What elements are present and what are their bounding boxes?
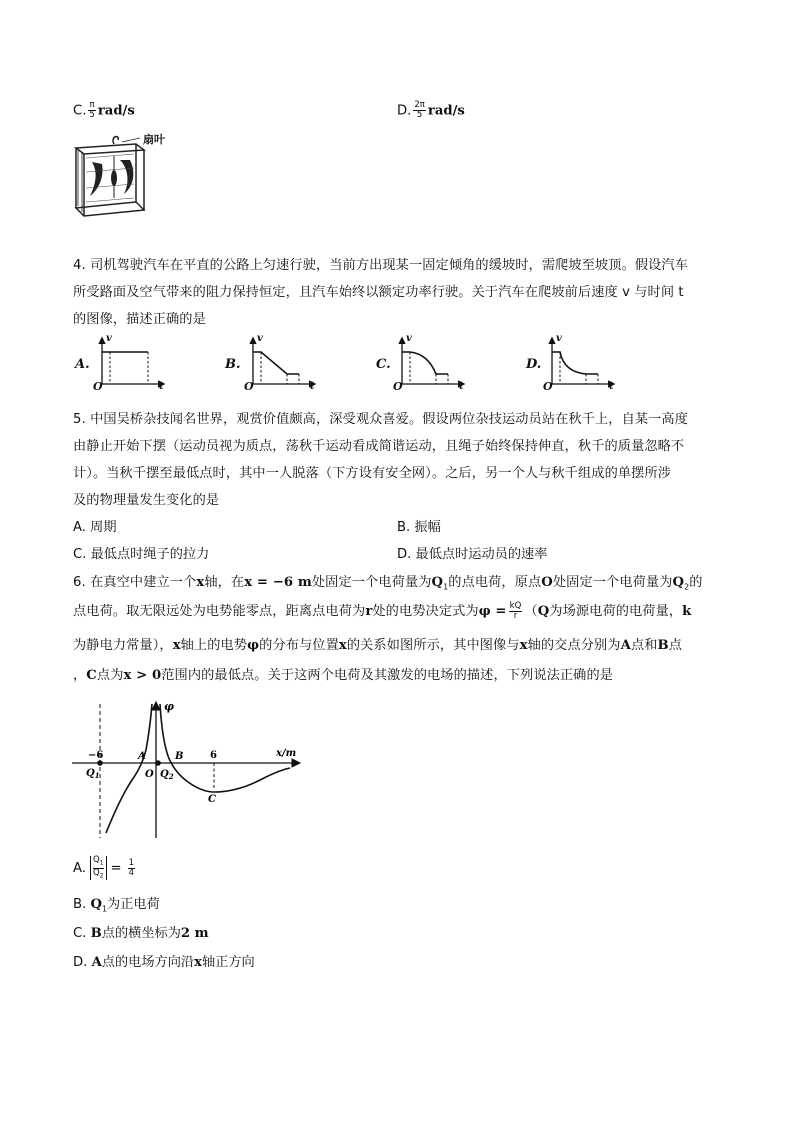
q4-graph-a-letter: A. (75, 357, 90, 372)
q2-point (155, 760, 161, 766)
label-phi: φ (164, 700, 174, 713)
q6-line-4: ，C点为x > 0范围内的最低点。关于这两个电荷及其激发的电场的描述，下列说法正确的是 (73, 668, 614, 683)
q6-potential-graph (68, 698, 308, 843)
phi-axis-arrow (152, 702, 160, 710)
label-a: A (138, 751, 146, 762)
fan-blade-left (90, 162, 103, 196)
q5-option-a: A. 周期 (73, 520, 117, 535)
fan-blade-right (120, 160, 133, 194)
curve (253, 352, 299, 374)
q1-point (97, 760, 103, 766)
label-q1: $Q_1$ (86, 768, 100, 780)
q4-graph-c-letter: C. (376, 357, 391, 372)
label-c: C (208, 794, 216, 805)
q5-option-c: C. 最低点时绳子的拉力 (73, 547, 210, 562)
q6-option-b: B. $Q_1$为正电荷 (73, 897, 160, 914)
q4-graph-b-letter: B. (225, 357, 241, 372)
curve (552, 352, 598, 374)
q5-option-b: B. 振幅 (397, 520, 441, 535)
q5-line-3: 计）。当秋千摆至最低点时，其中一人脱落（下方设有安全网）。之后，另一个人与秋千组成的单摆所涉 (73, 466, 672, 481)
q3-option-d: D. $\frac{2\pi}{5}$ rad/s (397, 100, 465, 120)
q3-d-fraction: $\frac{2\pi}{5}$ (414, 100, 425, 120)
label-q2: $Q_2$ (160, 769, 174, 781)
q6-phi-fraction: $\frac{kQ}{r}$ (509, 600, 522, 621)
label-xm: x/m (276, 748, 297, 759)
fan-hub (111, 170, 117, 186)
curve (402, 352, 448, 374)
q5-option-d: D. 最低点时运动员的速率 (397, 547, 548, 562)
q4-line-1: 4. 司机驾驶汽车在平直的公路上匀速行驶，当前方出现某一固定倾角的缓坡时，需爬坡至坡顶。假设汽车 (73, 258, 689, 273)
q3-c-fraction: $\frac{\pi}{5}$ (89, 100, 95, 120)
q6-line-2: 点电荷。取无限远处为电势能零点，距离点电荷为r处的电势决定式为φ = $\frac{kQ}{r}$ （Q为场源电荷的电荷量，k (73, 600, 692, 621)
q6-abs-ratio: $\frac{Q_1}{Q_2}$ (90, 856, 107, 880)
q6-line-1: 6. 在真空中建立一个x轴，在x = −6 m处固定一个电荷量为$Q_1$的点电荷，原点O处固定一个电荷量为$Q_2$的 (73, 575, 703, 592)
q6-option-c: C. B点的横坐标为2 m (73, 926, 209, 941)
q5-line-1: 5. 中国吴桥杂技闻名世界，观赏价值颇高，深受观众喜爱。假设两位杂技运动员站在秋千上，自某一高度 (73, 412, 689, 427)
label-o: O (145, 769, 154, 780)
x-axis-arrow (292, 759, 300, 767)
q5-line-2: 由静止开始下摆（运动员视为质点，荡秋千运动看成简谐运动，且绳子始终保持伸直，秋千的质量忽略不 (73, 439, 685, 454)
q6-option-d: D. A点的电场方向沿x轴正方向 (73, 955, 255, 970)
label-b: B (175, 751, 184, 762)
label-neg6: −6 (88, 750, 104, 761)
q6-option-a: A. $\frac{Q_1}{Q_2}$ = $\frac{1}{4}$ (73, 855, 134, 880)
q6-line-3: 为静电力常量），x轴上的电势φ的分布与位置x的关系如图所示，其中图像与x轴的交点分别为A点和B点 (73, 638, 683, 653)
q5-line-4: 及的物理量发生变化的是 (73, 493, 220, 508)
phi-curve-right (160, 704, 290, 792)
q4-graph-d-letter: D. (526, 357, 542, 372)
label-6: 6 (210, 750, 217, 761)
q4-line-2: 所受路面及空气带来的阻力保持恒定，且汽车始终以额定功率行驶。关于汽车在爬坡前后速度 v 与时间 t (73, 285, 684, 300)
q3-option-c: C. $\frac{\pi}{5}$ rad/s (73, 100, 135, 120)
q4-line-3: 的图像，描述正确的是 (73, 312, 206, 327)
fan-label: 扇叶 (143, 133, 165, 146)
